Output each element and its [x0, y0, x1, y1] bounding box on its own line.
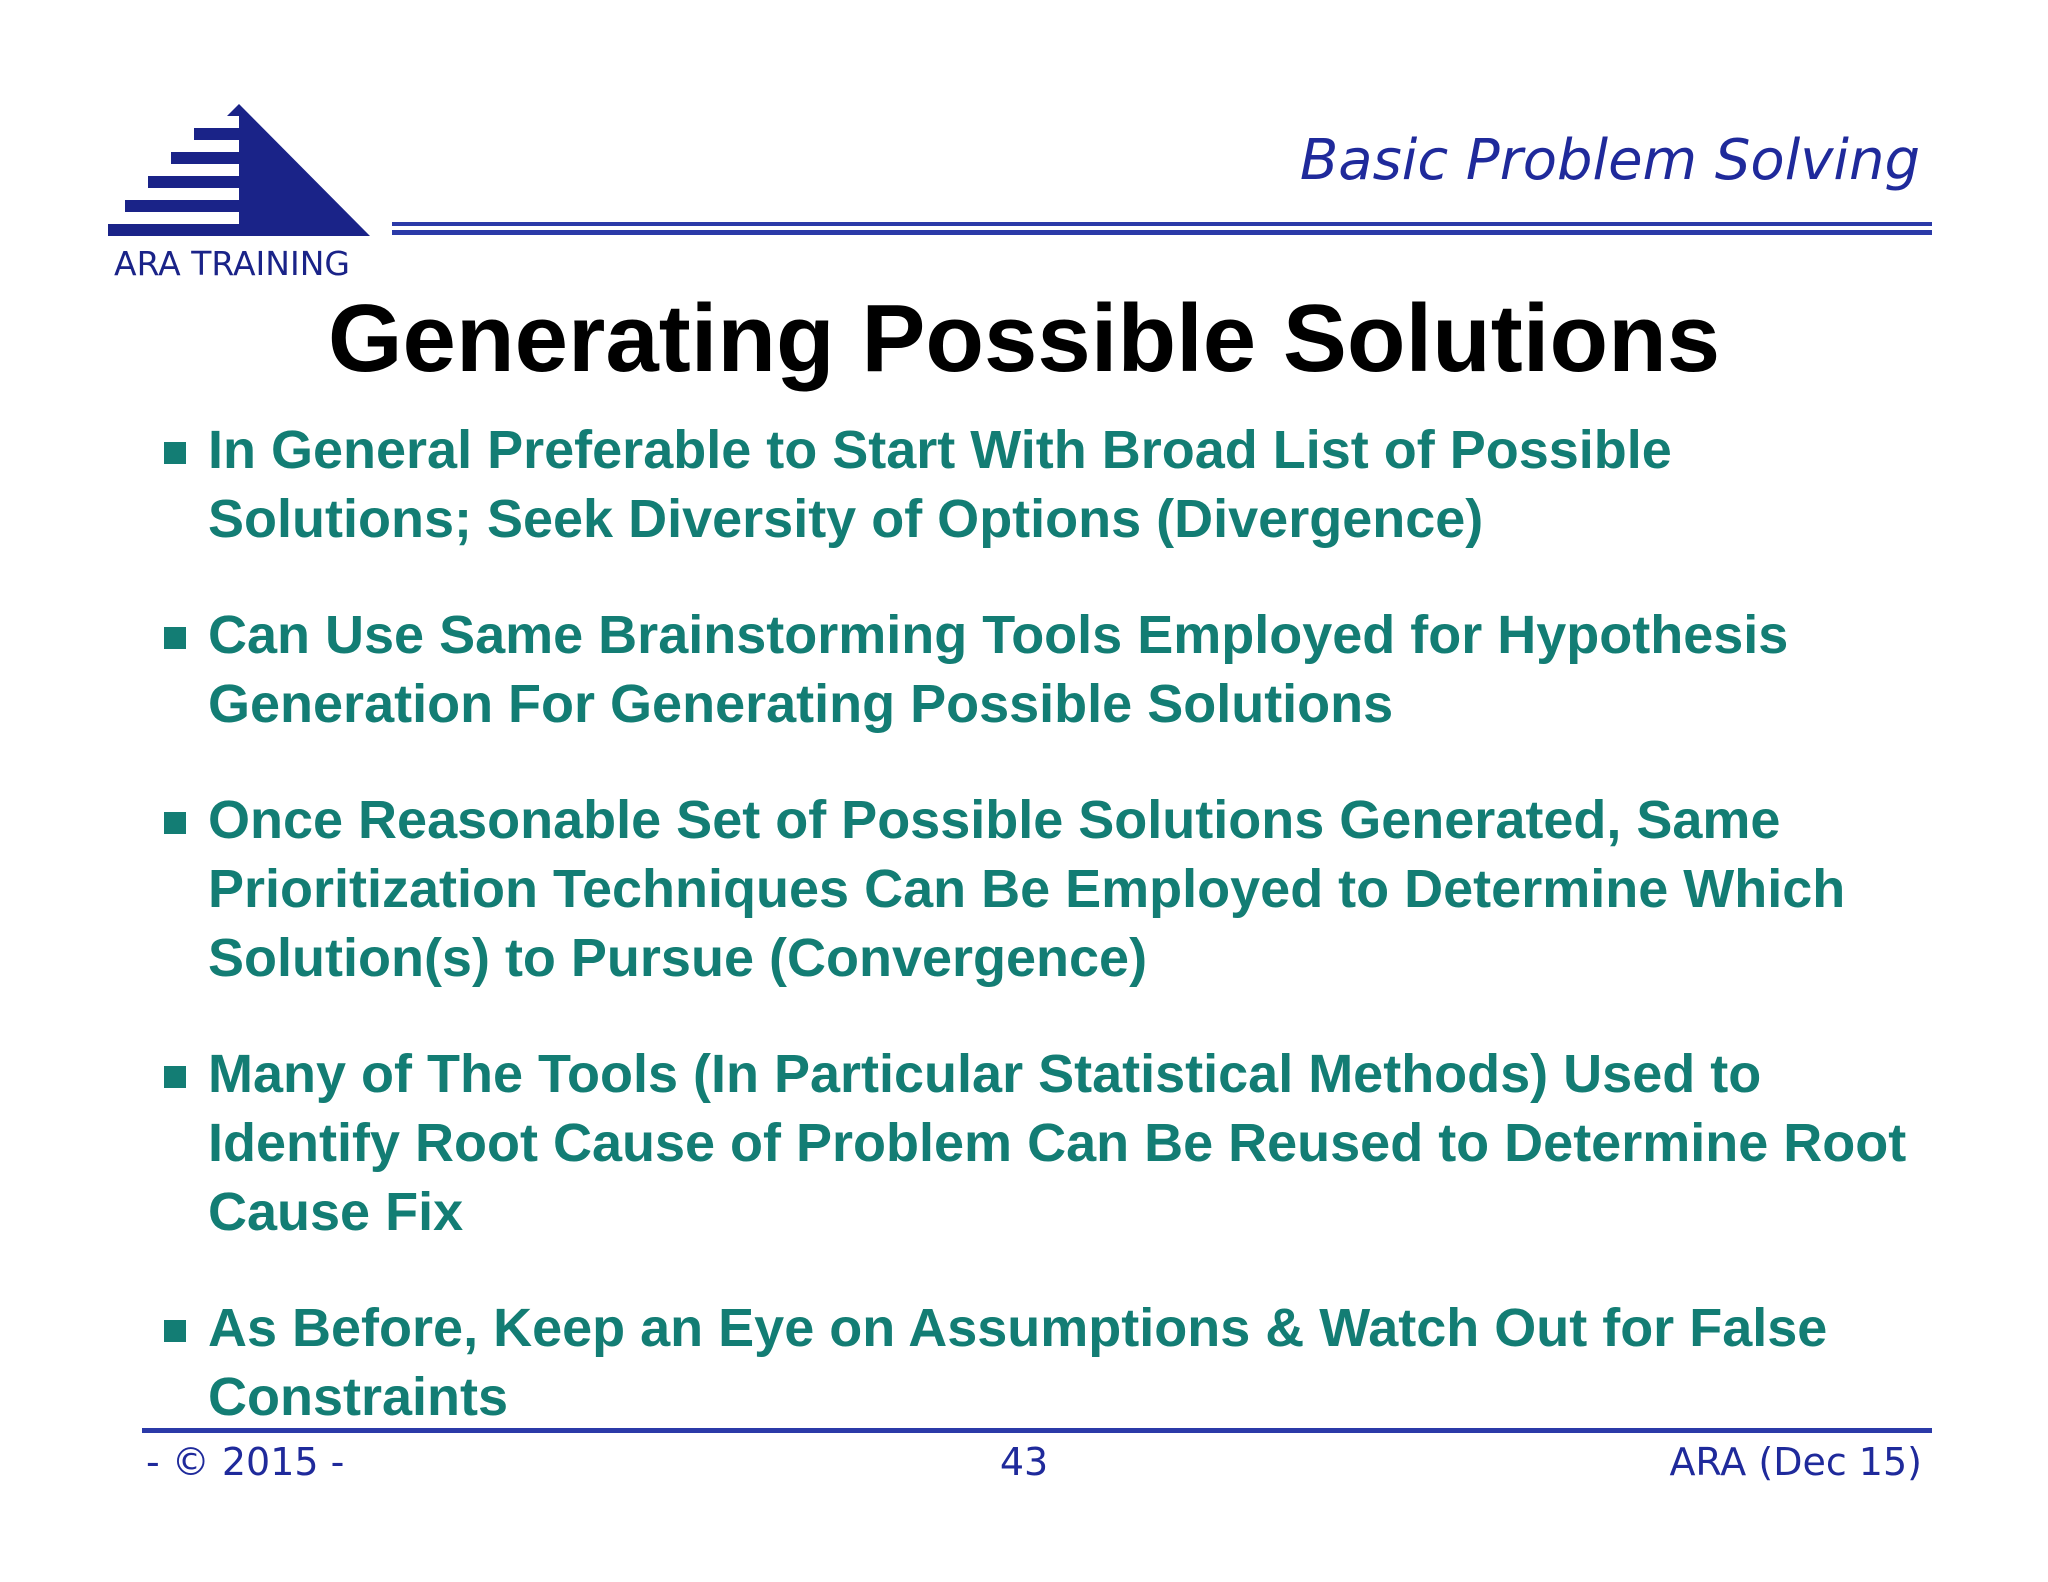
- square-bullet-icon: [164, 1066, 186, 1088]
- footer-divider: [142, 1428, 1932, 1433]
- bullet-text: In General Preferable to Start With Broad List of Possible Solutions; Seek Diversity of Options (Divergence): [208, 420, 1672, 549]
- header-title: Basic Problem Solving: [1299, 128, 1920, 193]
- bullet-item: [160, 601, 1920, 739]
- bullet-list: [160, 416, 1920, 1479]
- footer-copyright: - © 2015 -: [146, 1440, 345, 1484]
- square-bullet-icon: [164, 812, 186, 834]
- page-title: Generating Possible Solutions: [327, 285, 1721, 392]
- bullet-item: [160, 1294, 1920, 1432]
- bullet-text: Many of The Tools (In Particular Statistical Methods) Used to Identify Root Cause of Problem Can Be Reused to Determine Root Cause Fix: [208, 1044, 1907, 1242]
- square-bullet-icon: [164, 627, 186, 649]
- footer-page-number: 43: [999, 1440, 1049, 1484]
- bullet-item: [160, 1040, 1920, 1247]
- header-divider: [392, 222, 1932, 235]
- square-bullet-icon: [164, 442, 186, 464]
- bullet-text: As Before, Keep an Eye on Assumptions & Watch Out for False Constraints: [208, 1298, 1828, 1427]
- pyramid-logo-icon: [108, 104, 370, 236]
- bullet-text: Can Use Same Brainstorming Tools Employed for Hypothesis Generation For Generating Possible Solutions: [208, 605, 1789, 734]
- bullet-item: [160, 786, 1920, 993]
- square-bullet-icon: [164, 1320, 186, 1342]
- logo-text: ARA TRAINING: [114, 244, 350, 283]
- bullet-item: [160, 416, 1920, 554]
- ara-training-logo: [108, 104, 370, 286]
- footer-version: ARA (Dec 15): [1669, 1440, 1922, 1484]
- bullet-text: Once Reasonable Set of Possible Solutions Generated, Same Prioritization Techniques Can Be Employed to Determine Which Solution(s) to Pursue (Convergence): [208, 790, 1846, 988]
